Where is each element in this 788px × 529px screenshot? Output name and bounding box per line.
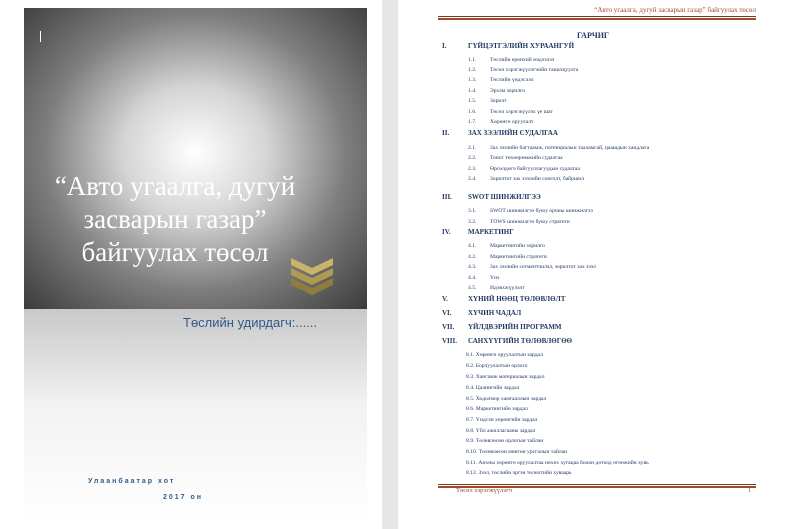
header-rule: [438, 16, 756, 17]
section-title: SWOT ШИНЖИЛГЭЭ: [468, 193, 541, 201]
toc-subitem[interactable]: 8.2. Борлуулалтын орлого: [466, 363, 528, 369]
toc-subitem[interactable]: 8.5. Ходолмор хамгааллын зардал: [466, 396, 547, 402]
toc-subitem[interactable]: 8.11. Анхны хөрөнгө оруулалтаа нөхөх хугацаа болон дотоод өгөөжийн хувь: [466, 460, 649, 466]
project-leader-label: Төслийн удирдагч:......: [183, 315, 318, 330]
section-title: ГҮЙЦЭТГЭЛИЙН ХУРААНГУЙ: [468, 42, 575, 50]
toc-subitem[interactable]: 8.9. Төлөвлөсөн орлогын тайлан: [466, 438, 544, 444]
text-cursor: [40, 31, 41, 42]
section-number: II.: [442, 129, 450, 137]
cover-light-panel: [24, 309, 367, 521]
toc-subitem[interactable]: 8.10. Төлөвлөсөн мөнгөн урсгалын тайлан: [466, 449, 568, 455]
toc-subitem[interactable]: 8.12. Зээл, төслийн эргэн төлөлтийн хуваарь: [466, 470, 572, 476]
page-header: “Авто угаалга, дугуй засварын газар” байгуулах төсөл: [594, 6, 756, 14]
section-number: IV.: [442, 228, 451, 236]
section-number: I.: [442, 42, 447, 50]
header-rule-thick: [438, 18, 756, 20]
year-label: 2017 он: [163, 494, 204, 501]
toc-page: “Авто угаалга, дугуй засварын газар” байгуулах төсөл ГАРЧИГ I. ГҮЙЦЭТГЭЛИЙН ХУРААНГУЙ 1.1. Төслийн ерөнхий мэдээлэл 1.2. Төсөл хэрэгжүүлэгчийн танилцуулга 1.3. Төслийн үндэслэл 1.4. Эрхэм зорилго 1.5. Зорилт 1.6. Төсөл хэрэгжүүлэх үе шат 1.7. Хөрөнгө оруулалт II. ЗАХ ЗЭЭЛИЙН СУДАЛГАА 2.1. Зах зээлийн багтаамж, потенциалын тааламгай, цаашдын хандлага 2.2. Тоног төхөөрөмжийн судалгаа 2.3. Өрсөлдөгч байгууллагуудын судалгаа 2.4. Зорилтот зах зээлийн сонголт, байршил III. SWOT ШИНЖИЛГЭЭ 3.1. SWOT шинжилгээ буюу орчны шинжилгээ 3.2. TOWS шинжилгээ буюу стратеги IV. МАРКЕТИНГ 4.1. Маркетингийн зорилго 4.2. Маркетингийн стратеги 4.3. Зах зээлийн сегментчилэл, зорилтот зах зээл 4.4. Үнэ 4.5. Идэвхжүүлэлт V. ХҮНИЙ НӨӨЦ ТӨЛӨВЛӨЛТ VI. ХҮЧИН ЧАДАЛ VII. ҮЙЛДВЭРИЙН ПРОГРАММ VIII. САНХҮҮГИЙН ТӨЛӨВЛӨГӨӨ 8.1. Хөрөнгө оруулалтын зардал 8.2. Борлуулалтын орлого 8.3. Хангамж материалын зардал 8.4. Цалингийн зардал 8.5. Ходолмор хамгааллын зардал 8.6. Маркетингийн зардал 8.7. Үндсэн хөрөнгийн зардал 8.8. Үйл ажиллагааны зардал 8.9. Төлөвлөсөн орлогын тайлан 8.10. Төлөвлөсөн мөнгөн урсгалын тайлан 8.11. Анхны хөрөнгө оруулалтаа нөхөх хугацаа болон дотоод өгөөжийн хувь 8.12. Зээл, төслийн эргэн төлөлтийн хуваарь Төсөл хэрэгжүүлэгч 1: [398, 0, 788, 529]
cover-title: “Авто угаалга, дугуй засварын газар” байгуулах төсөл: [54, 171, 296, 267]
section-title: ЗАХ ЗЭЭЛИЙН СУДАЛГАА: [468, 129, 558, 137]
footer-rule: [438, 484, 756, 485]
toc-subitem[interactable]: 8.6. Маркетингийн зардал: [466, 406, 528, 412]
cover-page: [0, 0, 382, 529]
page-number: 1: [748, 487, 752, 494]
city-label: Улаанбаатар хот: [88, 478, 176, 485]
toc-subitem[interactable]: 8.3. Хангамж материалын зардал: [466, 374, 545, 380]
chevron-decoration-icon: [291, 258, 333, 298]
toc-subitem[interactable]: 8.8. Үйл ажиллагааны зардал: [466, 428, 536, 434]
section-number: III.: [442, 193, 452, 201]
toc-subitem[interactable]: 8.4. Цалингийн зардал: [466, 385, 520, 391]
toc-title: ГАРЧИГ: [576, 31, 610, 40]
page-footer: Төсөл хэрэгжүүлэгч: [456, 487, 513, 494]
toc-subitem[interactable]: 8.1. Хөрөнгө оруулалтын зардал: [466, 352, 543, 358]
page-gap: [382, 0, 398, 529]
section-title: МАРКЕТИНГ: [468, 228, 514, 236]
toc-subitem[interactable]: 8.7. Үндсэн хөрөнгийн зардал: [466, 417, 538, 423]
